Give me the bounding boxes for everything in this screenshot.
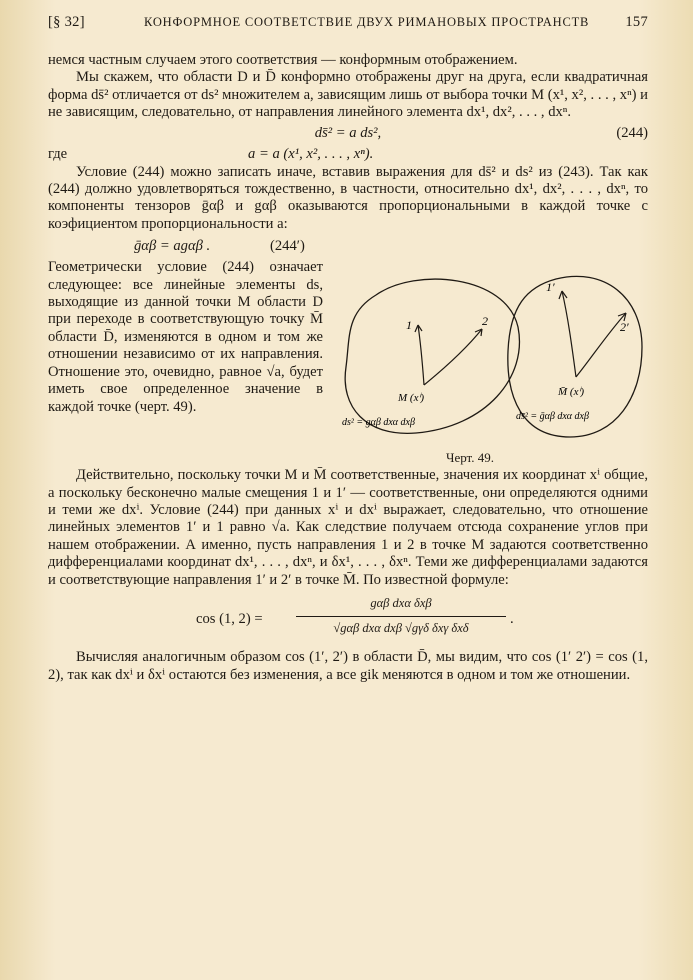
equation-244-prime <box>48 233 323 259</box>
cosine-lhs: cos (1, 2) = <box>196 611 263 628</box>
paragraph-proof: Действительно, поскольку точки M и M̄ соответственные, значения их координат xⁱ общие, а поскольку бесконечно малые смещения 1 и 1′ — соответственные, они определяются одними и теми же dxⁱ. Условие (244) при данных xⁱ и dxⁱ выражает, следовательно, что отношение линейных элементов 1′ и 1 равно √a. Как следствие получаем отсюда сохранение углов при нашем отображении. А именно, пусть направления 1 и 2 в точке M задаются соответственно дифференциалами координат dx¹, . . . , dxⁿ, и δx¹, . . . , δxⁿ. Теми же дифференциалами задаются и соответствующие направления 1′ и 2′ в точке M̄. По известной формуле: <box>48 467 648 588</box>
paragraph-conclusion: Вычисляя аналогичным образом cos (1′, 2′) в области D̄, мы видим, что cos (1′ 2′) = cos (1, 2), так как dxⁱ и δxⁱ остаются без изменения, а все gik меняются в одном и том же отношении. <box>48 649 648 683</box>
direction-1-arrow <box>418 325 424 385</box>
paragraph-condition: Условие (244) можно записать иначе, вставив выражения для ds̄² и ds² из (243). Так как (244) должно удовлетворяться тождественно, в частности, относительно dx¹, dx², . . . , dxⁿ, то компоненты тензоров ḡαβ и gαβ оказываются пропорциональными в каждой точке с коэфициентом пропорциональности a: <box>48 163 648 232</box>
label-direction-2: 2 <box>482 314 488 329</box>
equation-244-prime-number: (244′) <box>270 238 305 255</box>
figure-49-drawing <box>336 267 648 447</box>
equation-244-prime-body: ḡαβ = agαβ . <box>134 238 211 255</box>
direction-1p-arrow <box>562 291 576 377</box>
page-number: 157 <box>625 14 648 30</box>
direction-2p-arrow <box>576 313 626 377</box>
label-direction-1p: 1′ <box>546 280 555 295</box>
page-body <box>48 52 648 684</box>
label-metric-right: ds̄² = ḡαβ dxα dxβ <box>516 411 589 423</box>
figure-caption: Черт. 49. <box>446 450 495 466</box>
paragraph-definition: Мы скажем, что области D и D̄ конформно отображены друг на друга, если квадратичная форма ds̄² отличается от ds² множителем a, зависящим лишь от выбора точки M (x¹, x², . . . , xⁿ) и не зависящим, следовательно, от направления линейного элемента dx¹, dx², . . . , dxⁿ. <box>48 69 648 121</box>
label-point-m: M (xⁱ) <box>398 392 425 405</box>
section-ref: [§ 32] <box>48 14 85 30</box>
where-word: где <box>48 145 68 162</box>
chapter-title: КОНФОРМНОЕ СООТВЕТСТВИЕ ДВУХ РИМАНОВЫХ ПРОСТРАНСТВ <box>144 15 590 29</box>
cosine-formula <box>48 589 648 649</box>
a-definition: a = a (x¹, x², . . . , xⁿ). <box>248 145 374 162</box>
figure-wrap-block <box>48 233 648 467</box>
equation-244-number: (244) <box>616 124 648 141</box>
direction-2-arrow <box>424 329 482 385</box>
equation-244 <box>48 122 648 144</box>
paragraph-continued: немся частным случаем этого соответствия — конформным отображением. <box>48 52 518 68</box>
figure-49 <box>336 267 648 467</box>
paragraph-geometric: Геометрически условие (244) означает следующее: все линейные элементы ds, выходящие из данной точки M области D при переходе в соответствующую точку M̄ области D̄, изменяются в одном и том же отношении независимо от их направления. Отношение это, очевидно, равное √a, будет иметь свое определенное значение в каждой точке (черт. 49). <box>48 259 323 415</box>
running-header <box>48 14 648 38</box>
where-line <box>48 144 648 164</box>
cosine-period: . <box>510 611 514 628</box>
region-d-outline <box>345 279 519 433</box>
fraction-bar <box>296 616 506 617</box>
cosine-denominator: √gαβ dxα dxβ √gγδ δxγ δxδ <box>333 620 469 635</box>
cosine-fraction <box>296 595 506 637</box>
wrapped-column <box>48 233 323 416</box>
label-metric-left: ds² = gαβ dxα dxβ <box>342 417 415 429</box>
label-point-mbar: M̄ (xⁱ) <box>558 386 585 399</box>
cosine-numerator: gαβ dxα δxβ <box>370 596 432 611</box>
equation-244-body: ds̄² = a ds², <box>314 124 382 141</box>
label-direction-1: 1 <box>406 318 412 333</box>
label-direction-2p: 2′ <box>620 320 629 335</box>
